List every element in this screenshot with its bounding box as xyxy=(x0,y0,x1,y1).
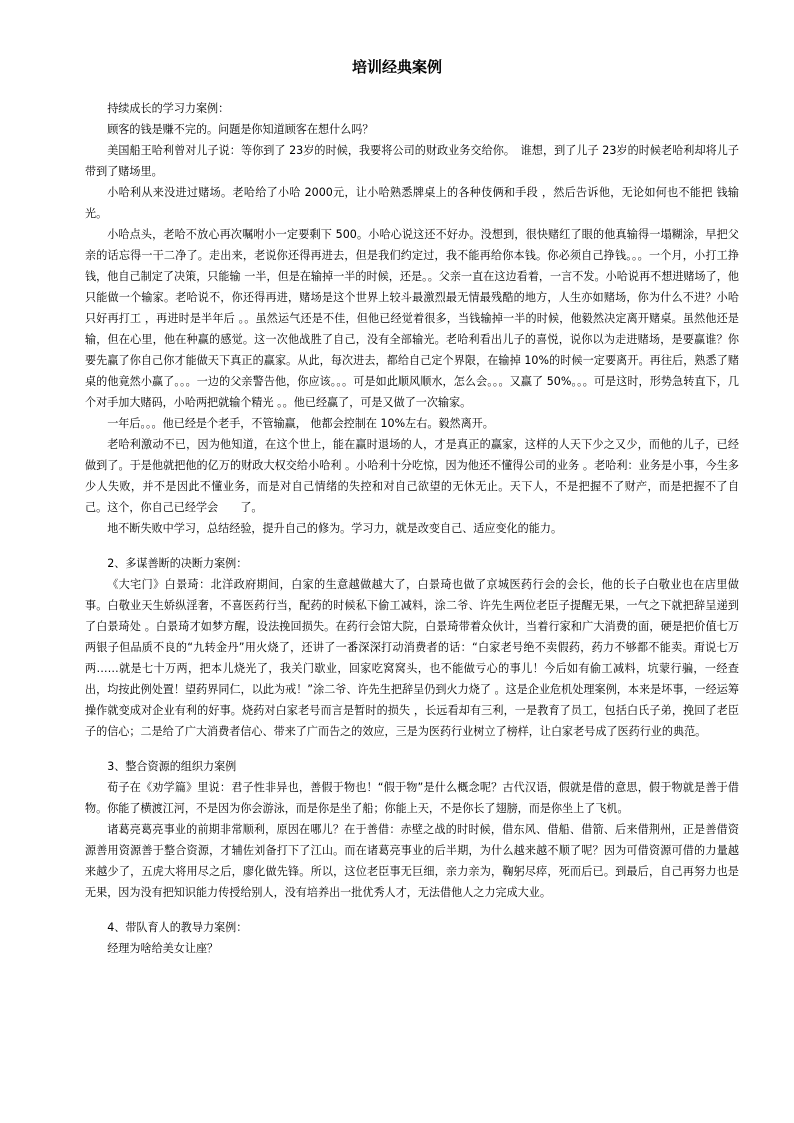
paragraph: 地不断失败中学习，总结经验，提升自己的修为。学习力，就是改变自己、适应变化的能力。 xyxy=(107,522,563,535)
section-heading: 2、多谋善断的决断力案例： xyxy=(107,557,248,570)
paragraph: 诸葛亮葛亮事业的前期非常顺利，原因在哪儿？在于善借：赤壁之战的时时候，借东风、借船、借箭、后来借荆州，正是善借资源善用资源善于整合资源，才辅佐刘备打下了江山。而在诸葛亮事业的后半期，为什么越来越不顺了呢？因为可借资源可借的力量越来越少了，五虎大将用尽之后，廖化做先锋。所以，这位老臣事无巨细，亲力亲为，鞠躬尽瘁，死而后已。到最后，自己再努力也是无果，因为没有把知识能力传授给别人，没有培养出一批优秀人才，无法借他人之力完成大业。 xyxy=(85,823,739,899)
paragraph: 小哈点头，老哈不放心再次嘱咐小一定要剩下 500。小哈心说这还不好办。没想到，很快赌红了眼的他真输得一塌糊涂，早把父亲的话忘得一干二净了。走出来，老说你还得再进去，但是我们约定过，我不能再给你本钱。你必须自己挣钱。。。一个月，小打工挣钱，他自己制定了决策，只能输 一半，但是在输掉一半的时候，还是。。父亲一直在这边看着，一言不发。小哈说再不想进赌场了，他只能做一个输家。老哈说不，你还得再进，赌场是这个世界上较斗最激烈最无情最残酷的地方，人生亦如赌场，你为什么不进？小哈只好再打工 ，再进时是半年后 。。虽然运气还是不佳，但他已经觉着很多，当钱输掉一半的时候，他毅然决定离开赌桌。虽然他还是输，但在心里，他在种赢的感觉。这一次他战胜了自己，没有全部输光。老哈利看出儿子的喜悦，说你以为走进赌场，是要赢谁？你要先赢了你自己你才能做天下真正的赢家。从此，每次进去，都给自己定个界限，在输掉 10%的时候一定要离开。再往后，熟悉了赌桌的他竟然小赢了。。。一边的父亲警告他，你应该。。。可是如此顺风顺水，怎么会。。。又赢了 50%。。。可是这时，形势急转直下，几个对手加大赌码，小哈两把就输个精光 。。他已经赢了，可是又做了一次输家。 xyxy=(85,228,739,409)
blank-line xyxy=(85,903,739,917)
blank-line xyxy=(85,742,739,756)
paragraph: 老哈利激动不已，因为他知道，在这个世上，能在赢时退场的人，才是真正的赢家，这样的人天下少之又少，而他的儿子，已经做到了。于是他就把他的亿万的财政大权交给小哈利 。小哈利十分吃惊，因为他还不懂得公司的业务 。老哈利：业务是小事，今生多少人失败，并不是因此不懂业务，而是对自己情绪的失控和对自己欲望的无休无止。天下人，不是把握不了财产，而是把握不了自己。这个，你自己已经学会 了。 xyxy=(85,438,739,514)
paragraph: 美国船王哈利曾对儿子说：等你到了 23岁的时候，我要将公司的财政业务交给你。 谁想，到了儿子 23岁的时候老哈利却将儿子带到了赌场里。 xyxy=(85,144,739,178)
blank-line xyxy=(85,539,739,553)
paragraph: 顾客的钱是赚不完的。问题是你知道顾客在想什么吗？ xyxy=(107,123,374,136)
section-heading: 4、带队育人的教导力案例： xyxy=(107,921,248,934)
paragraph: 《大宅门》白景琦：北洋政府期间，白家的生意越做越大了，白景琦也做了京城医药行会的会长，他的长子白敬业也在店里做事。白敬业天生娇纵淫奢，不喜医药行当，配药的时候私下偷工减料，涂二爷、许先生两位老臣子提醒无果，一气之下就把辞呈递到了白景琦处 。白景琦才如梦方醒，设法挽回损失。在药行会馆大院，白景琦带着众伙计，当着行家和广大消费的面，硬是把价值七万两银子但品质不良的“九转金丹”用火烧了，还讲了一番深深打动消费者的话：“白家老号绝不卖假药，药力不够都不能卖。甭说七万两……就是七十万两，把本儿烧光了，我关门歇业，回家吃窝窝头，也不能做亏心的事儿！今后如有偷工减料，坑蒙行骗，一经查出，均按此例处置！望药界同仁，以此为戒！”涂二爷、许先生把辞呈仍到火力烧了 。这是企业危机处理案例，本来是坏事，一经运筹操作就变成对企业有利的好事。烧药对白家老号而言是暂时的损失 ，长远看却有三利，一是教育了员工，包括白氏子弟，挽回了老臣子的信心；二是给了广大消费者信心、带来了广而告之的效应，三是为医药行业树立了榜样，让白家老号成了医药行业的典范。 xyxy=(85,578,739,738)
paragraph: 荀子在《劝学篇》里说：君子性非异也，善假于物也！“假于物”是什么概念呢？古代汉语，假就是借的意思，假于物就是善于借物。你能了横渡江河，不是因为你会游泳，而是你是坐了船；你能上天，不是你长了翅膀，而是你坐上了飞机。 xyxy=(85,781,739,815)
paragraph: 一年后。。。他已经是个老手，不管输赢， 他都会控制在 10%左右。毅然离开。 xyxy=(107,417,494,430)
paragraph: 小哈利从来没进过赌场。老哈给了小哈 2000元，让小哈熟悉牌桌上的各种伎俩和手段 ，然后告诉他，无论如何也不能把 钱输光。 xyxy=(85,186,739,220)
paragraph: 经理为啥给美女让座？ xyxy=(107,942,219,955)
section-heading: 3、整合资源的组织力案例 xyxy=(107,760,237,773)
page-title: 培训经典案例 xyxy=(351,58,442,76)
document-body xyxy=(85,98,739,959)
section-heading: 持续成长的学习力案例： xyxy=(107,102,230,115)
